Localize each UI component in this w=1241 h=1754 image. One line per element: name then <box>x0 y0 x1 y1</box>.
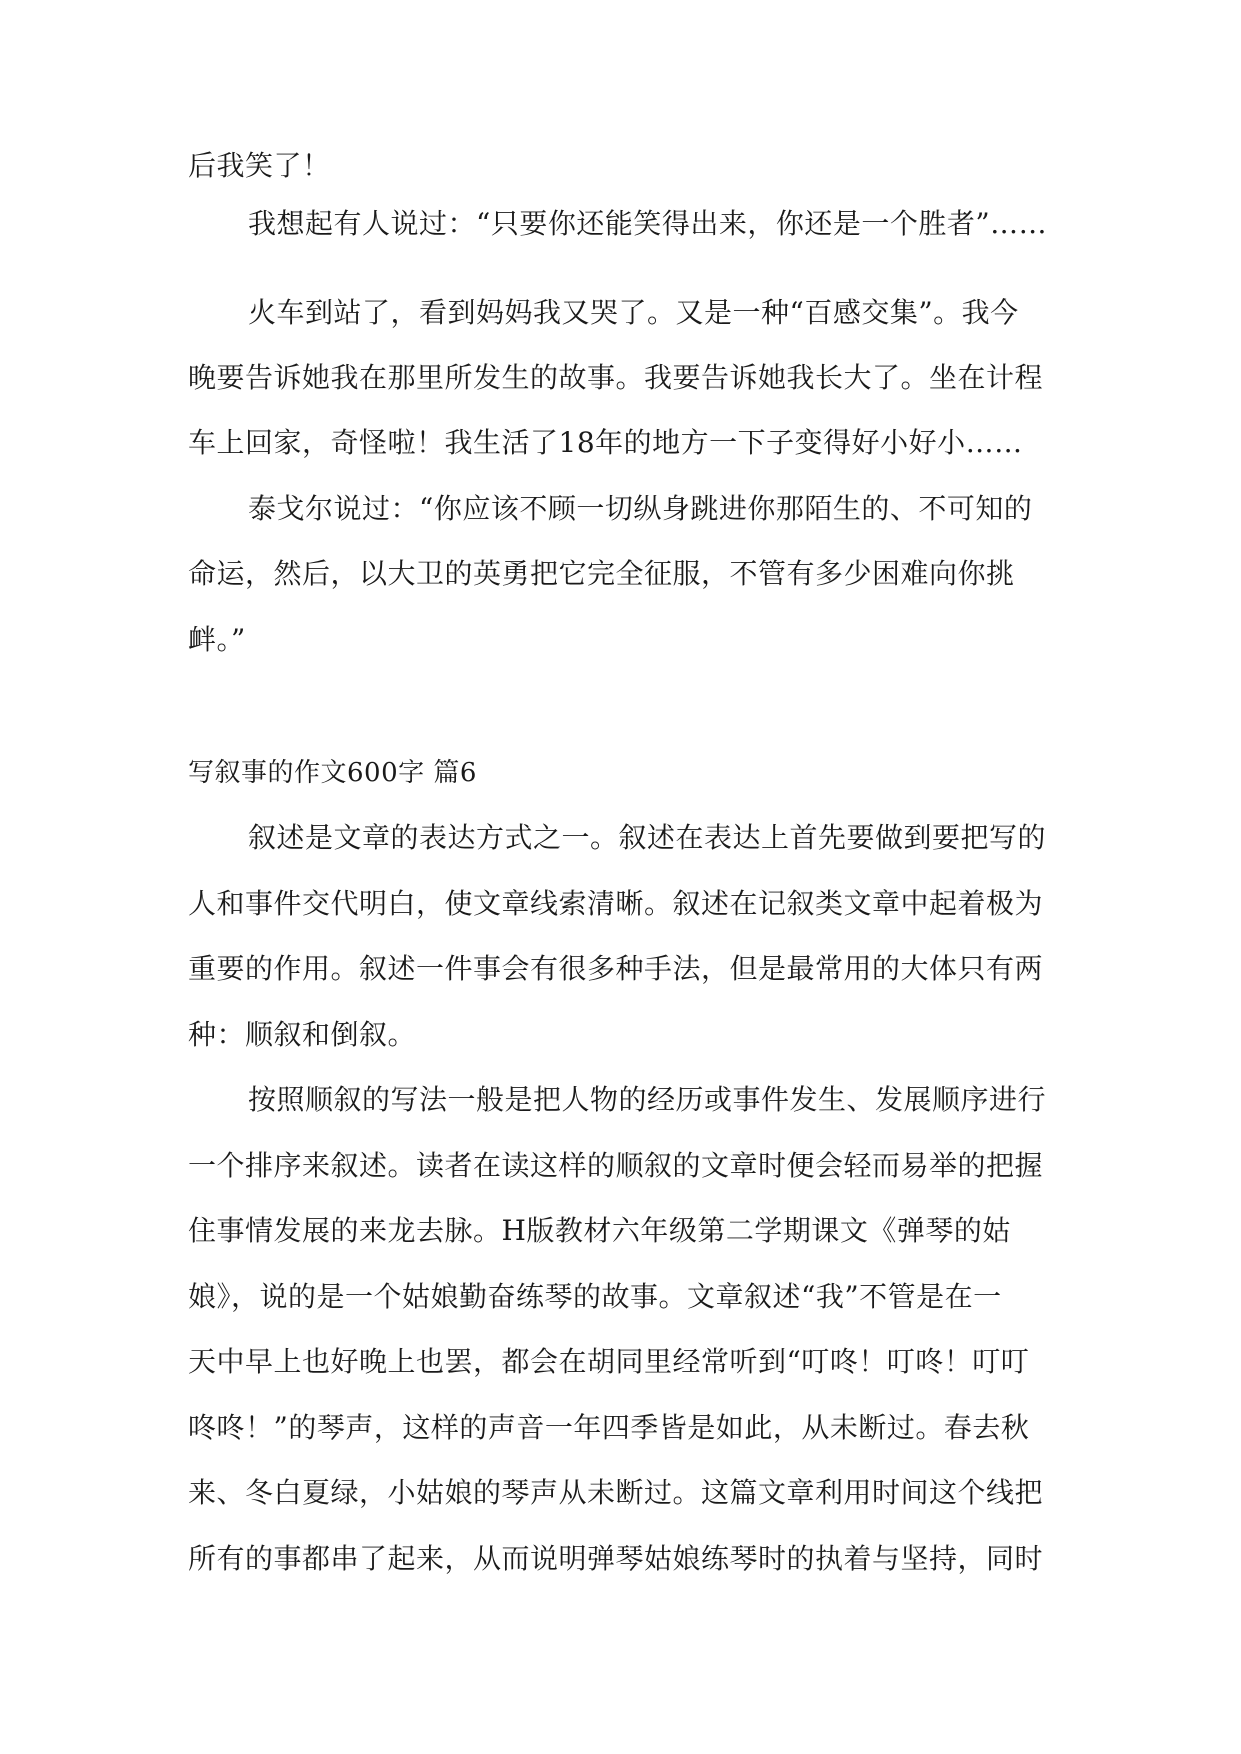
text-line: 衅。” <box>188 623 246 656</box>
section-heading: 写叙事的作文600字 篇6 <box>188 758 477 788</box>
text-line: 后我笑了！ <box>188 149 331 182</box>
text-line: 按照顺叙的写法一般是把人物的经历或事件发生、发展顺序进行 <box>248 1083 1047 1116</box>
text-line: 来、冬白夏绿，小姑娘的琴声从未断过。这篇文章利用时间这个线把 <box>188 1476 1044 1509</box>
text-line: 天中早上也好晚上也罢，都会在胡同里经常听到“叮咚！叮咚！叮叮 <box>188 1345 1030 1378</box>
text-line: 火车到站了，看到妈妈我又哭了。又是一种“百感交集”。我今 <box>248 296 1019 329</box>
text-line: 我想起有人说过：“只要你还能笑得出来，你还是一个胜者”…… <box>248 207 1048 240</box>
text-line: 咚咚！”的琴声，这样的声音一年四季皆是如此，从未断过。春去秋 <box>188 1411 1030 1444</box>
text-line: 娘》，说的是一个姑娘勤奋练琴的故事。文章叙述“我”不管是在一 <box>188 1280 1002 1313</box>
text-line: 一个排序来叙述。读者在读这样的顺叙的文章时便会轻而易举的把握 <box>188 1149 1044 1182</box>
text-line: 晚要告诉她我在那里所发生的故事。我要告诉她我长大了。坐在计程 <box>188 361 1044 394</box>
text-line: 住事情发展的来龙去脉。H版教材六年级第二学期课文《弹琴的姑 <box>188 1214 1011 1247</box>
text-line: 种：顺叙和倒叙。 <box>188 1018 417 1051</box>
text-line: 人和事件交代明白，使文章线索清晰。叙述在记叙类文章中起着极为 <box>188 887 1044 920</box>
text-line: 重要的作用。叙述一件事会有很多种手法，但是最常用的大体只有两 <box>188 952 1044 985</box>
text-line: 命运，然后，以大卫的英勇把它完全征服，不管有多少困难向你挑 <box>188 557 1015 590</box>
text-line: 泰戈尔说过：“你应该不顾一切纵身跳进你那陌生的、不可知的 <box>248 492 1033 525</box>
text-line: 车上回家，奇怪啦！我生活了18年的地方一下子变得好小好小…… <box>188 426 1023 459</box>
text-line: 所有的事都串了起来，从而说明弹琴姑娘练琴时的执着与坚持，同时 <box>188 1542 1044 1575</box>
text-line: 叙述是文章的表达方式之一。叙述在表达上首先要做到要把写的 <box>248 821 1047 854</box>
